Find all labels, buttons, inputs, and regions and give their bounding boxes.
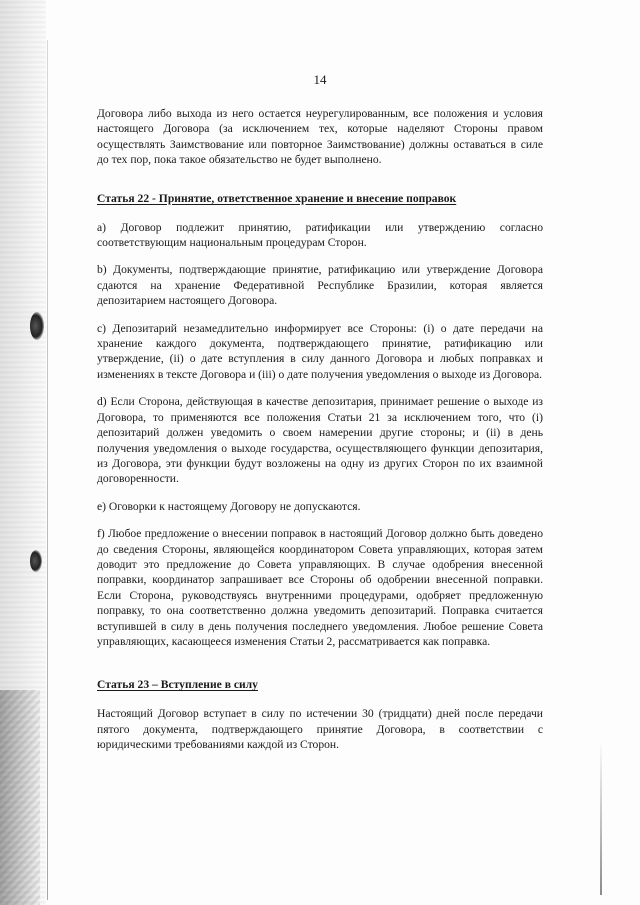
scan-right-edge [600, 740, 602, 895]
article-22-paragraph-a: a) Договор подлежит принятию, ратификации или утверждению согласно соответствующим национальным процедурам Сторон. [97, 220, 543, 250]
article-22-paragraph-f: f) Любое предложение о внесении поправок в настоящий Договор должно быть доведено до сведения Стороны, являющейся координатором Совета управляющих, которая затем доводит это предложение до Совета управляющих. В случае одобрения внесенной поправки, координатор запрашивает все Стороны об одобрении внесенной поправки. Если Сторона, руководствуясь внутренними процедурами, одобряет предложенную поправку, то она соответственно должна уведомить депозитарий. Поправка считается вступившей в силу в день получения последнего уведомления. Любое решение Совета управляющих, касающееся изменения Статьи 2, рассматривается как поправка. [97, 527, 543, 648]
article-22-paragraph-d: d) Если Сторона, действующая в качестве депозитария, принимает решение о выходе из Договора, то применяются все положения Статьи 21 за исключением того, что (i) депозитарий должен уведомить о своем намерении другие стороны; и (ii) в день получения уведомления о выходе государства, осуществляющего функции депозитария, из Договора, эти функции будут возложены на одну из других Сторон по их взаимной договоренности. [97, 395, 543, 486]
article-22-paragraph-e: e) Оговорки к настоящему Договору не допускаются. [97, 499, 361, 513]
article-22-heading: Статья 22 - Принятие, ответственное хранение и внесение поправок [97, 191, 457, 205]
scan-edge-noise [0, 690, 40, 905]
punch-hole-top [30, 312, 44, 340]
article-22-paragraph-c: c) Депозитарий незамедлительно информирует все Стороны: (i) о дате передачи на хранение каждого документа, подтверждающего принятие, ратификацию или утверждение, (ii) о дате вступления в силу данного Договора и любых поправках и изменениях в тексте Договора и (iii) о дате получения уведомления о выходе из Договора. [97, 321, 543, 381]
article-23-paragraph: Настоящий Договор вступает в силу по истечении 30 (тридцати) дней после передачи пятого документа, подтверждающего принятие Договора, в соответствии с юридическими требованиями каждой из Сторон. [97, 707, 543, 752]
article-22-paragraph-b: b) Документы, подтверждающие принятие, ратификацию или утверждение Договора сдаются на хранение Федеративной Республике Бразилии, которая является депозитарием настоящего Договора. [97, 263, 543, 308]
intro-paragraph: Договора либо выхода из него остается неурегулированным, все положения и условия настоящего Договора (за исключением тех, которые наделяют Стороны правом осуществлять Заимствование или повторное Заимствование) должны оставаться в силе до тех пор, пока такое обязательство не будет выполнено. [97, 107, 543, 167]
punch-hole-middle [30, 550, 42, 572]
article-23-heading: Статья 23 – Вступление в силу [97, 678, 258, 692]
document-body [97, 106, 543, 765]
page-fold-line [47, 40, 48, 900]
page-number: 14 [313, 72, 327, 87]
